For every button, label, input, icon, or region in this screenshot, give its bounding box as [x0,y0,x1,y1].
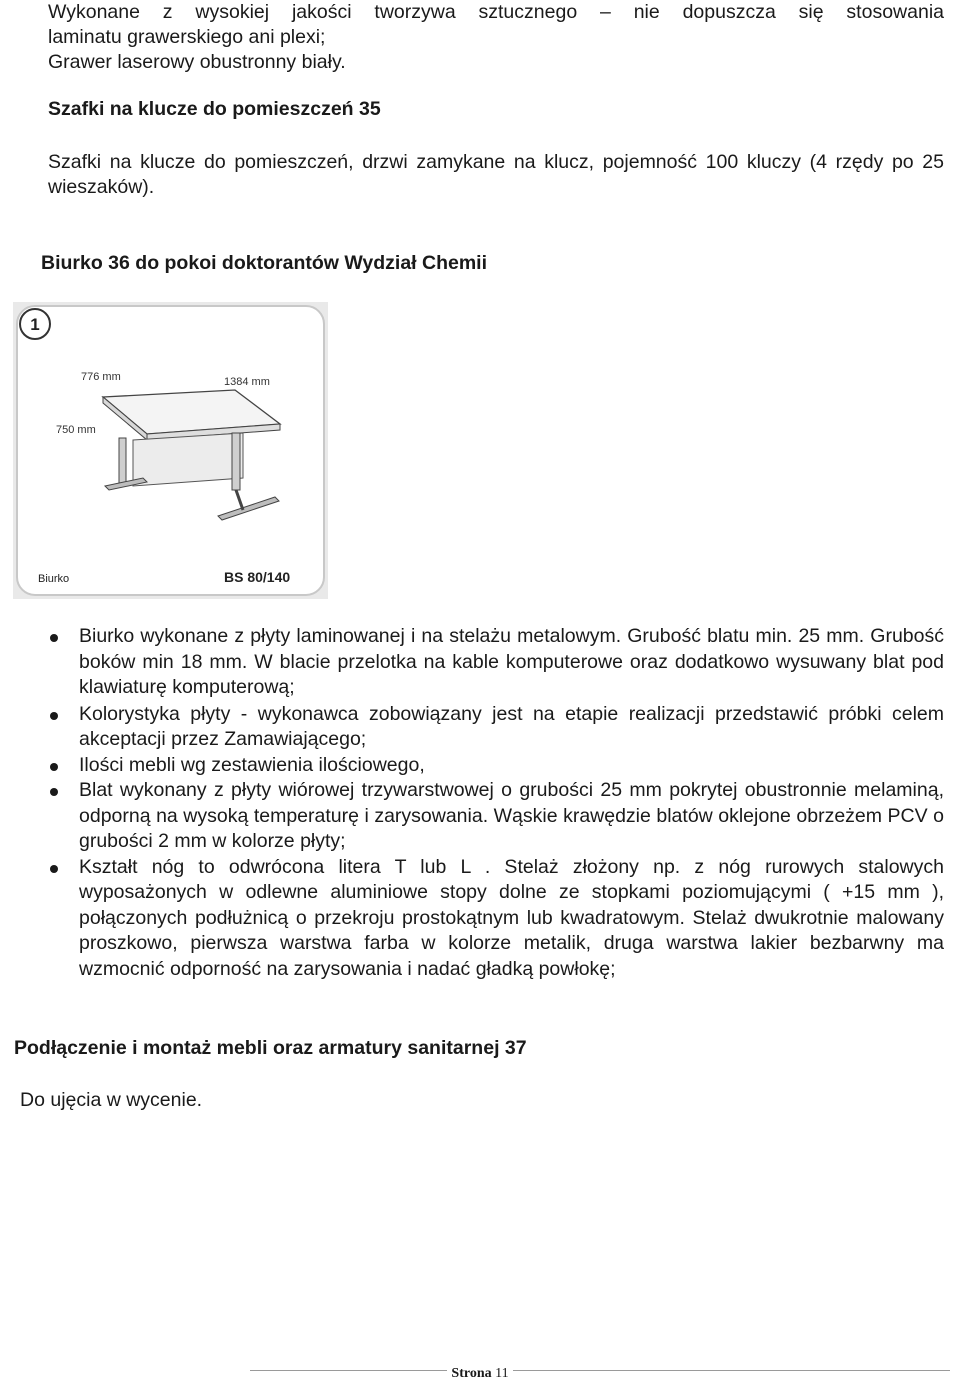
list-item: Kształt nóg to odwrócona litera T lub L . Stelaż złożony np. z nóg rurowych stalowych wyposażonych w odlewne aluminiowe stopy dolne ze stopkami poziomującymi ( +15 mm ), połączonych podłużnicą o przekroju prostokątnym lub kwadratowym. Stelaż dwukrotnie malowany proszkowo, pierwsza warstwa farba w kolorze metalik, druga warstwa lakier bezbarwny ma wzmocnić odporność na zarysowania i nadać gładką powłokę; [48,855,944,983]
footer-label: Strona [451,1366,492,1381]
desk-leg-left [119,438,126,483]
list-item: Biurko wykonane z płyty laminowanej i na stelażu metalowym. Grubość blatu min. 25 mm. Grubość boków min 18 mm. W blacie przelotka na kable komputerowe oraz dodatkowo wysuwany blat pod klawiaturę komputerową; [48,624,944,701]
desk-requirements-list [48,624,944,982]
dim-height-label: 750 mm [56,424,96,436]
list-item: Blat wykonany z płyty wiórowej trzywarstwowej o grubości 25 mm pokrytej obustronnie melaminą, odporną na wysoką temperaturę i zarysowania. Wąskie krawędzie blatów oklejone obrzeżem PCV o grubości 2 mm w kolorze płyty; [48,778,944,855]
dim-depth-label: 776 mm [81,371,121,383]
page-footer [0,1366,960,1382]
figure-number: 1 [30,315,40,334]
intro-line-1: Wykonane z wysokiej jakości tworzywa sztucznego – nie dopuszcza się stosowania [48,1,944,23]
list-item: Ilości mebli wg zestawienia ilościowego, [48,753,944,779]
figure-caption: Biurko [38,573,70,585]
page-number: 11 [495,1366,509,1381]
desk-diagram [13,302,328,599]
intro-line-3: Grawer laserowy obustronny biały. [48,51,346,73]
desk-leg-right [232,433,240,490]
list-item: Kolorystyka płyty - wykonawca zobowiązany jest na etapie realizacji przedstawić próbki celem akceptacji przez Zamawiającego; [48,702,944,753]
keys-heading: Szafki na klucze do pomieszczeń 35 [48,98,381,120]
figure-model: BS 80/140 [224,569,291,585]
desk-heading: Biurko 36 do pokoi doktorantów Wydział Chemii [41,252,488,274]
dim-width-label: 1384 mm [224,376,270,388]
desk-panel [133,433,243,486]
sanitary-body: Do ujęcia w wycenie. [20,1089,203,1111]
intro-paragraph [48,0,944,75]
desk-figure [13,302,328,599]
keys-description: Szafki na klucze do pomieszczeń, drzwi zamykane na klucz, pojemność 100 kluczy (4 rzędy po 25 wieszaków). [48,151,944,198]
intro-line-2: laminatu grawerskiego ani plexi; [48,26,326,48]
sanitary-heading: Podłączenie i montaż mebli oraz armatury sanitarnej 37 [14,1037,527,1059]
